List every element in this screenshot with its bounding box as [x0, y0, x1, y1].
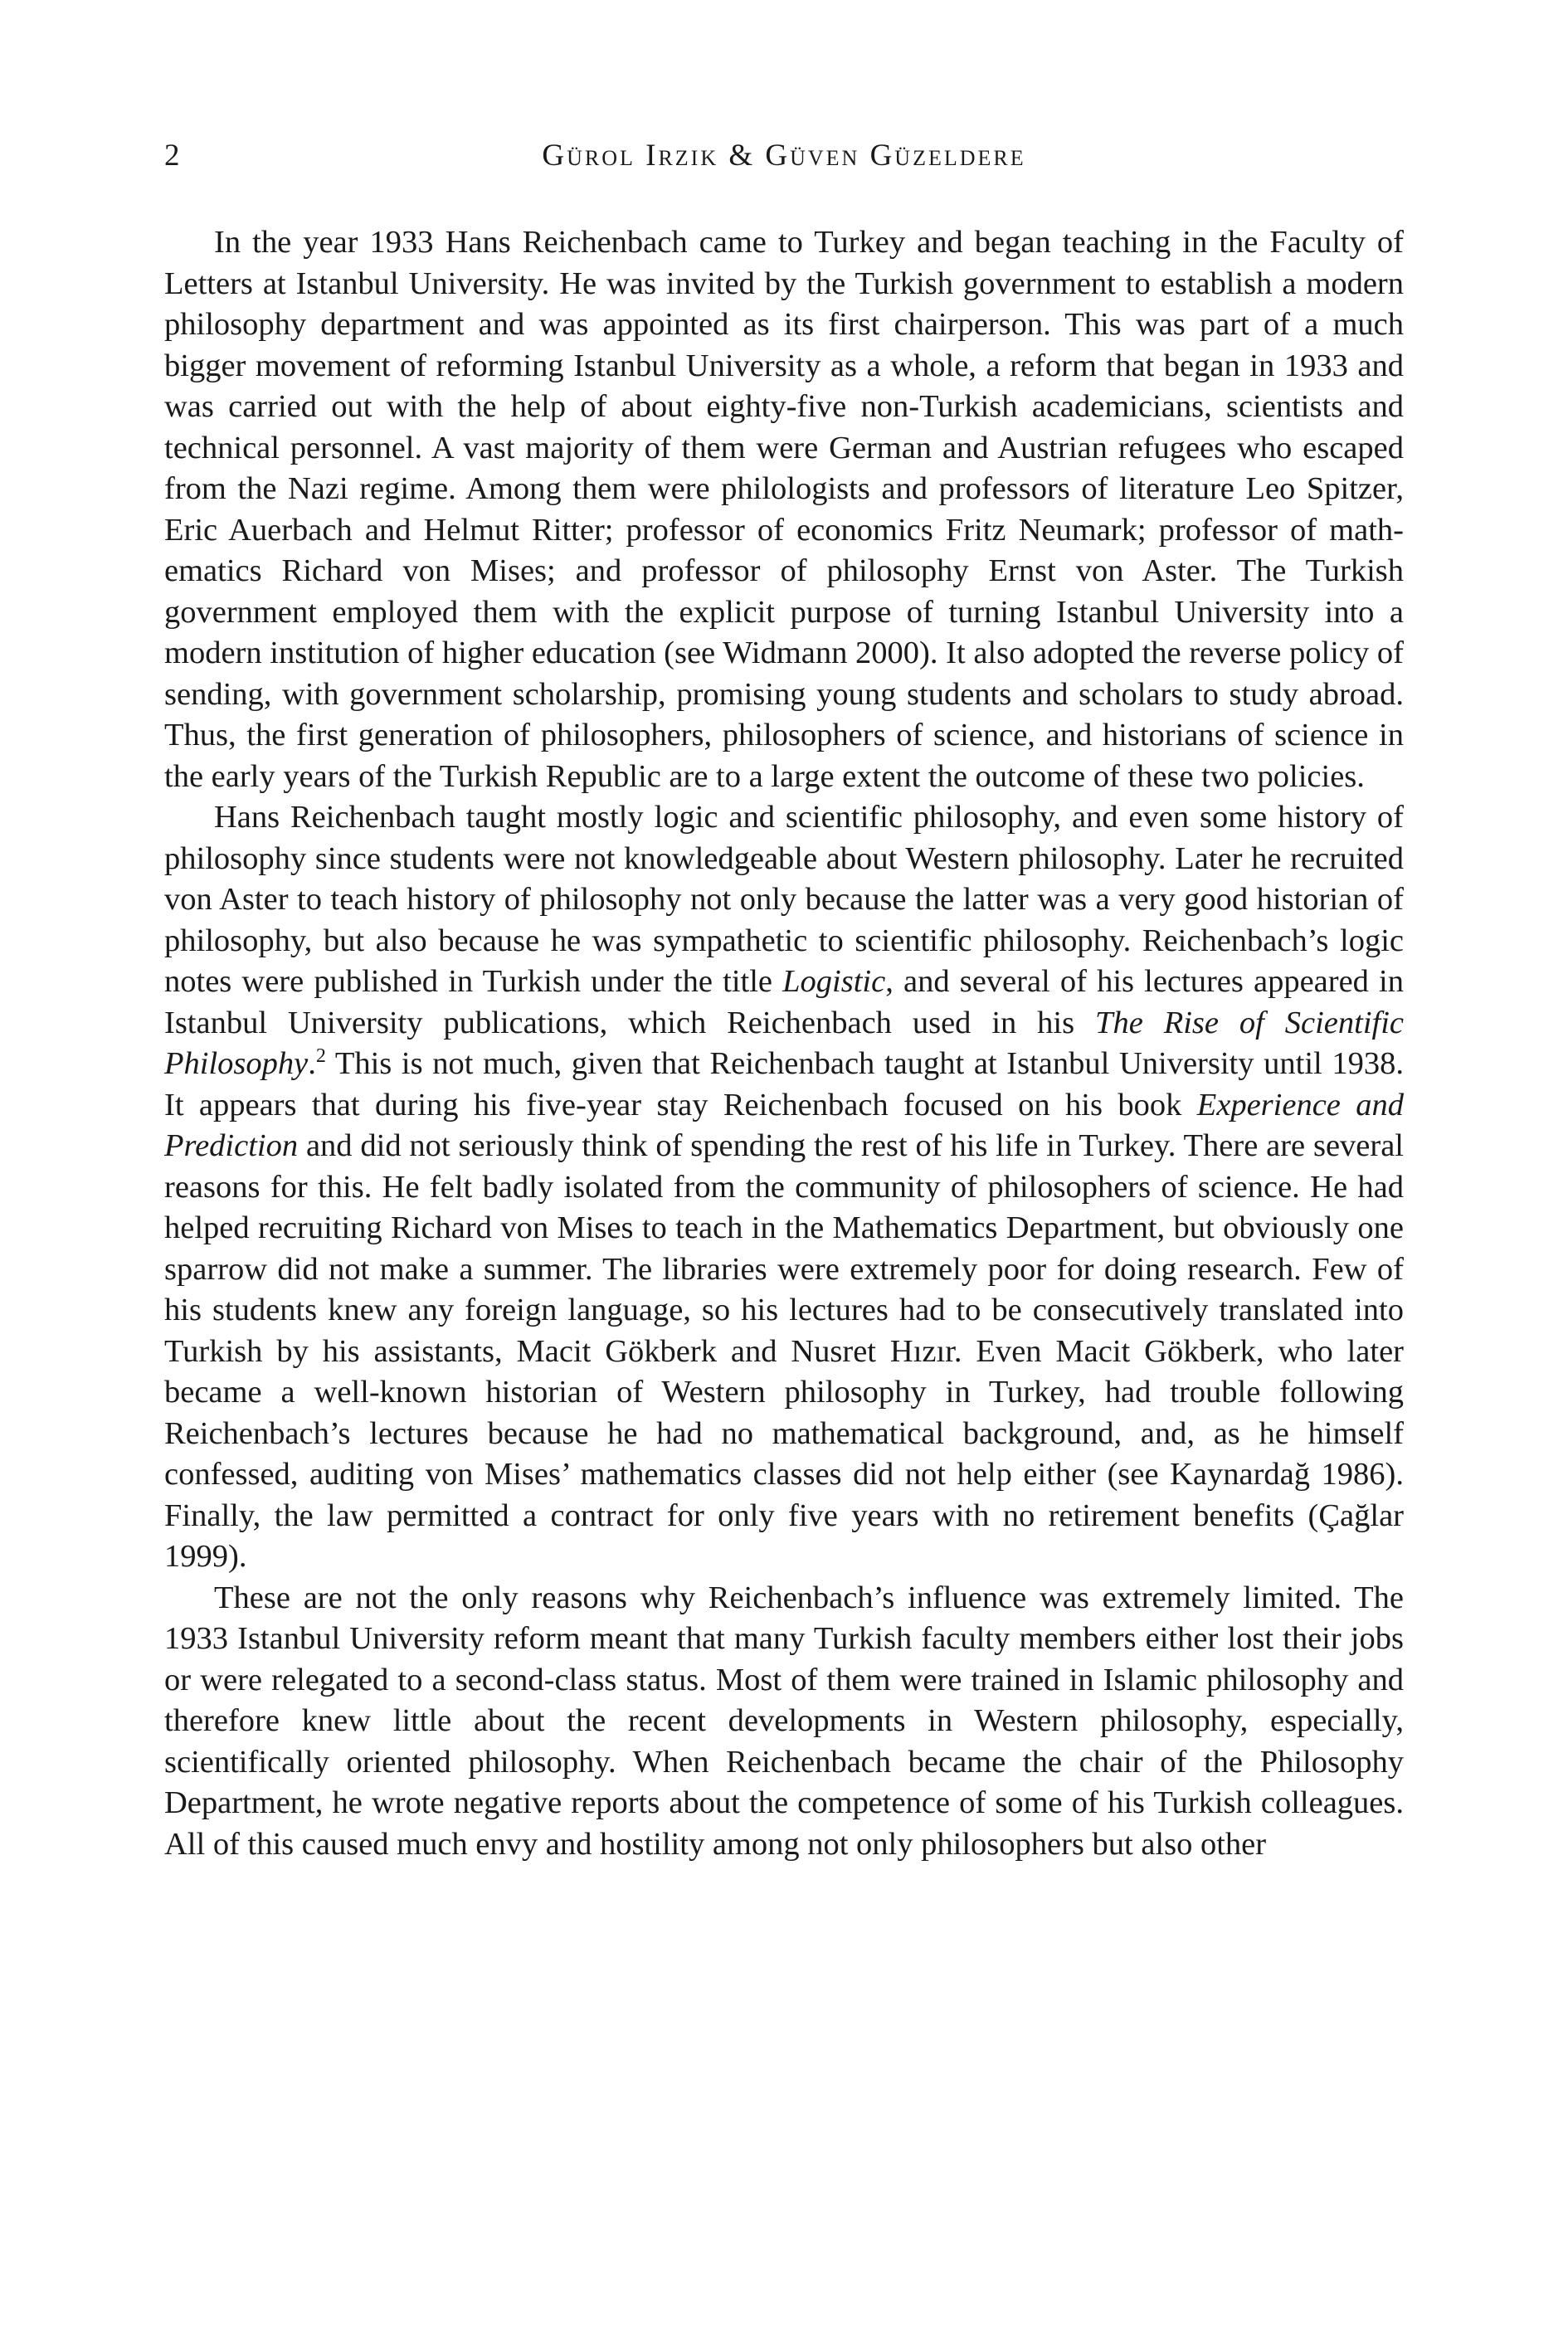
page [164, 133, 1404, 1865]
book-title-experience-and-prediction: Experience and Prediction [164, 1087, 1405, 1163]
page-number: 2 [164, 139, 180, 173]
paragraph-2-text-2: , and several of his lectures appeared in Istanbul University publications, which Reichenbach used in his [164, 964, 1405, 1040]
paragraph-2-text-5: and did not seriously think of spending the rest of his life in Turkey. There are several reasons for this. He felt badly isolated from the community of philosophers of science. He had helped recruiting Richard von Mises to teach in the Mathematics Department, but obviously one sparrow did not make a summer. The libraries were extremely poor for doing research. Few of his students knew any foreign language, so his lectures had to be consecutively translated into Turkish by his assistants, Macit Gökberk and Nusret Hızır. Even Macit Gökberk, who later became a well-known historian of Western philosophy in Turkey, had trouble following Reichenbach’s lectures because he had no mathematical background, and, as he himself confessed, auditing von Mises’ mathematics classes did not help either (see Kaynardağ 1986). Finally, the law permitted a contract for only five years with no retirement benefits (Çağlar 1999). [164, 1128, 1404, 1574]
paragraph-2 [164, 797, 1404, 1578]
running-head [164, 133, 1404, 179]
body-text [164, 222, 1404, 1865]
paragraph-3: These are not the only reasons why Reichenbach’s influence was extremely limited. The 1933 Istanbul University reform meant that many Turkish faculty members either lost their jobs or were relegated to a second-class status. Most of them were trained in Islamic philosophy and therefore knew little about the recent developments in Western philosophy, especially, scientifically oriented philosophy. When Reichenbach became the chair of the Philosophy Department, he wrote negative reports about the competence of some of his Turkish colleagues. All of this caused much envy and hostility among not only philosophers but also other [164, 1580, 1404, 1862]
paragraph-2-text-1: Hans Reichenbach taught mostly logic and scientific philosophy, and even some history of philosophy since students were not knowledgeable about Western philosophy. Later he recruited von Aster to teach history of philosophy not only because the latter was a very good historian of philosophy, but also because he was sympathetic to scientific philosophy. Reichenbach’s logic notes were published in Turkish under the title [164, 800, 1404, 999]
paragraph-2-text-4: This is not much, given that Reichenbach taught at Istanbul University until 1938. It appears that during his five-year stay Reichenbach focused on his book [164, 1046, 1404, 1122]
book-title-rise-of-scientific-philosophy: The Rise of Scientific Philosophy [164, 1005, 1404, 1081]
paragraph-2-text-3: . [308, 1046, 316, 1081]
book-title-logistic: Logistic [782, 964, 886, 999]
running-title: Gürol Irzik & Güven Güzeldere [542, 139, 1026, 173]
footnote-marker[interactable]: 2 [315, 1045, 326, 1068]
paragraph-1: In the year 1933 Hans Reichenbach came to Turkey and began teaching in the Faculty of Letters at Istanbul University. He was invited by the Turkish government to establish a modern philosophy department and was appointed as its first chairperson. This was part of a much bigger movement of reforming Istanbul University as a whole, a reform that began in 1933 and was carried out with the help of about eighty-five non-Turkish academicians, scientists and technical personnel. A vast majority of them were German and Austrian refugees who escaped from the Nazi regime. Among them were philologists and professors of literature Leo Spitzer, Eric Auerbach and Helmut Ritter; professor of economics Fritz Neumark; professor of mathematics Richard von Mises; and professor of philosophy Ernst von Aster. The Turkish government employed them with the explicit purpose of turning Istanbul University into a modern institution of higher education (see Widmann 2000). It also adopted the reverse policy of sending, with government scholarship, promising young students and scholars to study abroad. Thus, the first generation of philosophers, philosophers of science, and historians of science in the early years of the Turkish Republic are to a large extent the outcome of these two policies. [164, 225, 1404, 794]
